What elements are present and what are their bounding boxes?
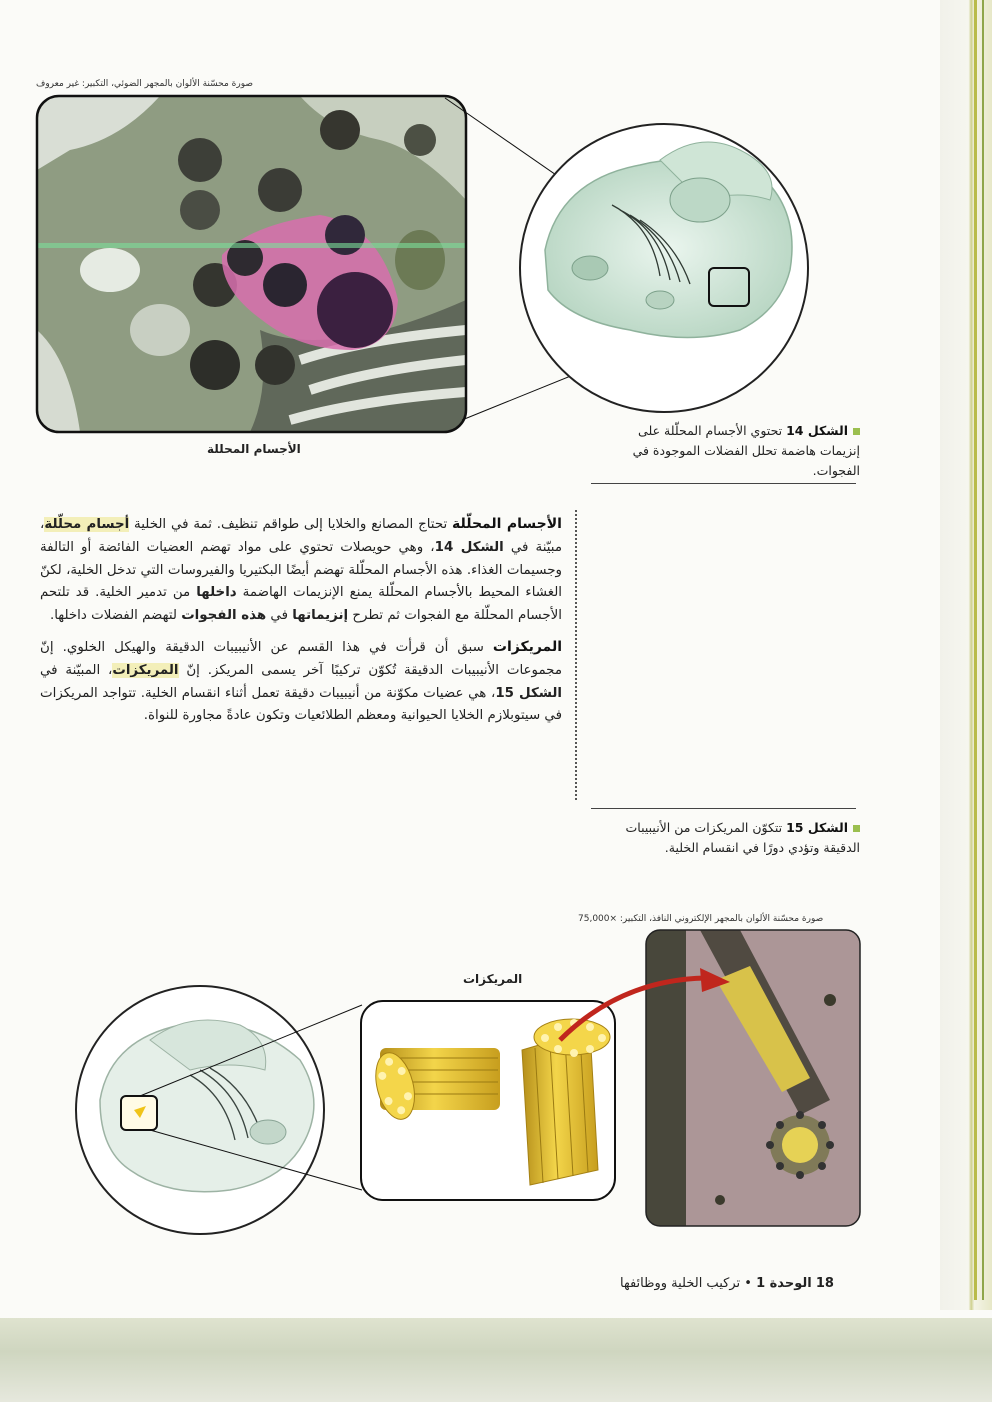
keyword-centrioles: المريكزات [112, 662, 179, 678]
figure-reference: الشكل 14 [434, 539, 504, 555]
page-footer [620, 1276, 834, 1291]
figure15-caption-text: تتكوّن المريكزات من الأنيبيبات الدقيقة وتؤدي دورًا في انقسام الخلية. [625, 820, 860, 855]
animal-cell-drawing [100, 1020, 314, 1192]
page-bottom-edge [0, 1318, 992, 1402]
text-run-bold: إنزيماتها [292, 608, 349, 624]
figure15-caption-title: الشكل 15 [786, 820, 848, 835]
chapter-title: تركيب الخلية ووظائفها [620, 1276, 741, 1291]
text-run: ، مبيّنة في [40, 517, 562, 555]
figure-reference: الشكل 15 [495, 685, 562, 701]
text-run-bold: هذه الفجوات [181, 608, 267, 624]
unit-label: الوحدة 1 [756, 1276, 812, 1291]
footer-bullet: • [744, 1276, 752, 1291]
text-run: تحتاج المصانع والخلايا إلى طواقم تنظيف. ثمة في الخلية [129, 517, 453, 532]
centrioles-paragraph [40, 636, 562, 728]
figure14-caption-title: الشكل 14 [786, 423, 848, 438]
centrioles-label: المريكزات [463, 972, 523, 986]
main-text [40, 513, 562, 736]
text-run: سبق أن قرأت في هذا القسم عن الأنيبيبات الدقيقة والهيكل الخلوي. إنّ مجموعات الأنيبيبات الدقيقة تُكوّن تركيبًا آخر يسمى المريكز. إنّ [40, 639, 562, 678]
keyword-lysosomes: أجسام محلّلة [44, 517, 130, 532]
text-run: ، وهي حويصلات تحتوي على مواد تهضم العضيات الفائضة أو التالفة وجسيمات الغذاء. هذه الأجسام المحلّلة تهضم أيضًا البكتيريا والفيروسات التي تدخل الخلية، لكنّ الغشاء المحيط بالأجسام المحلّلة يمنع الإنزيمات الهاضمة [40, 539, 562, 601]
caption-bullet [853, 428, 860, 435]
caption-rule [591, 808, 856, 809]
caption-rule [591, 483, 856, 484]
page-number: 18 [815, 1276, 834, 1291]
figure15-illustration [0, 900, 992, 1240]
text-run: من تدمير الخلية. قد تلتحم الأجسام المحلّلة مع الفجوات ثم تطرح [40, 585, 562, 624]
lysosome-micrograph [37, 96, 466, 432]
caption-bullet [853, 825, 860, 832]
lysosome-label: الأجسام المحللة [207, 442, 301, 456]
lysosomes-heading: الأجسام المحلّلة [452, 516, 562, 532]
text-run: ، المبيّنة في [40, 662, 113, 678]
centriole-micrograph [646, 930, 860, 1226]
figure14-caption [598, 421, 860, 481]
text-run: لتهضم الفضلات داخلها. [49, 608, 182, 624]
text-run: في [266, 608, 293, 624]
text-run: ، هي عضيات مكوّنة من أنيبيبات دقيقة تعمل أثناء انقسام الخلية. تتواجد المريكزات في سيتوبلازم الخلايا الحيوانية ومعظم الطلائعيات وتكون عادةً مجاورة للنواة. [40, 685, 562, 724]
centrioles-heading: المريكزات [492, 638, 562, 655]
figure15-credit: صورة محسّنة الألوان بالمجهر الإلكتروني النافذ، التكبير: ×75,000 [578, 914, 824, 924]
column-divider [575, 510, 577, 800]
text-run-bold: داخلها [196, 585, 237, 601]
lysosomes-paragraph [40, 513, 562, 628]
figure15-caption [598, 818, 860, 858]
figure14-caption-text: تحتوي الأجسام المحلّلة على إنزيمات هاضمة تحلل الفضلات الموجودة في الفجوات. [632, 423, 860, 478]
figure14-credit: صورة محسّنة الألوان بالمجهر الضوئي، التكبير: غير معروف [36, 79, 253, 89]
